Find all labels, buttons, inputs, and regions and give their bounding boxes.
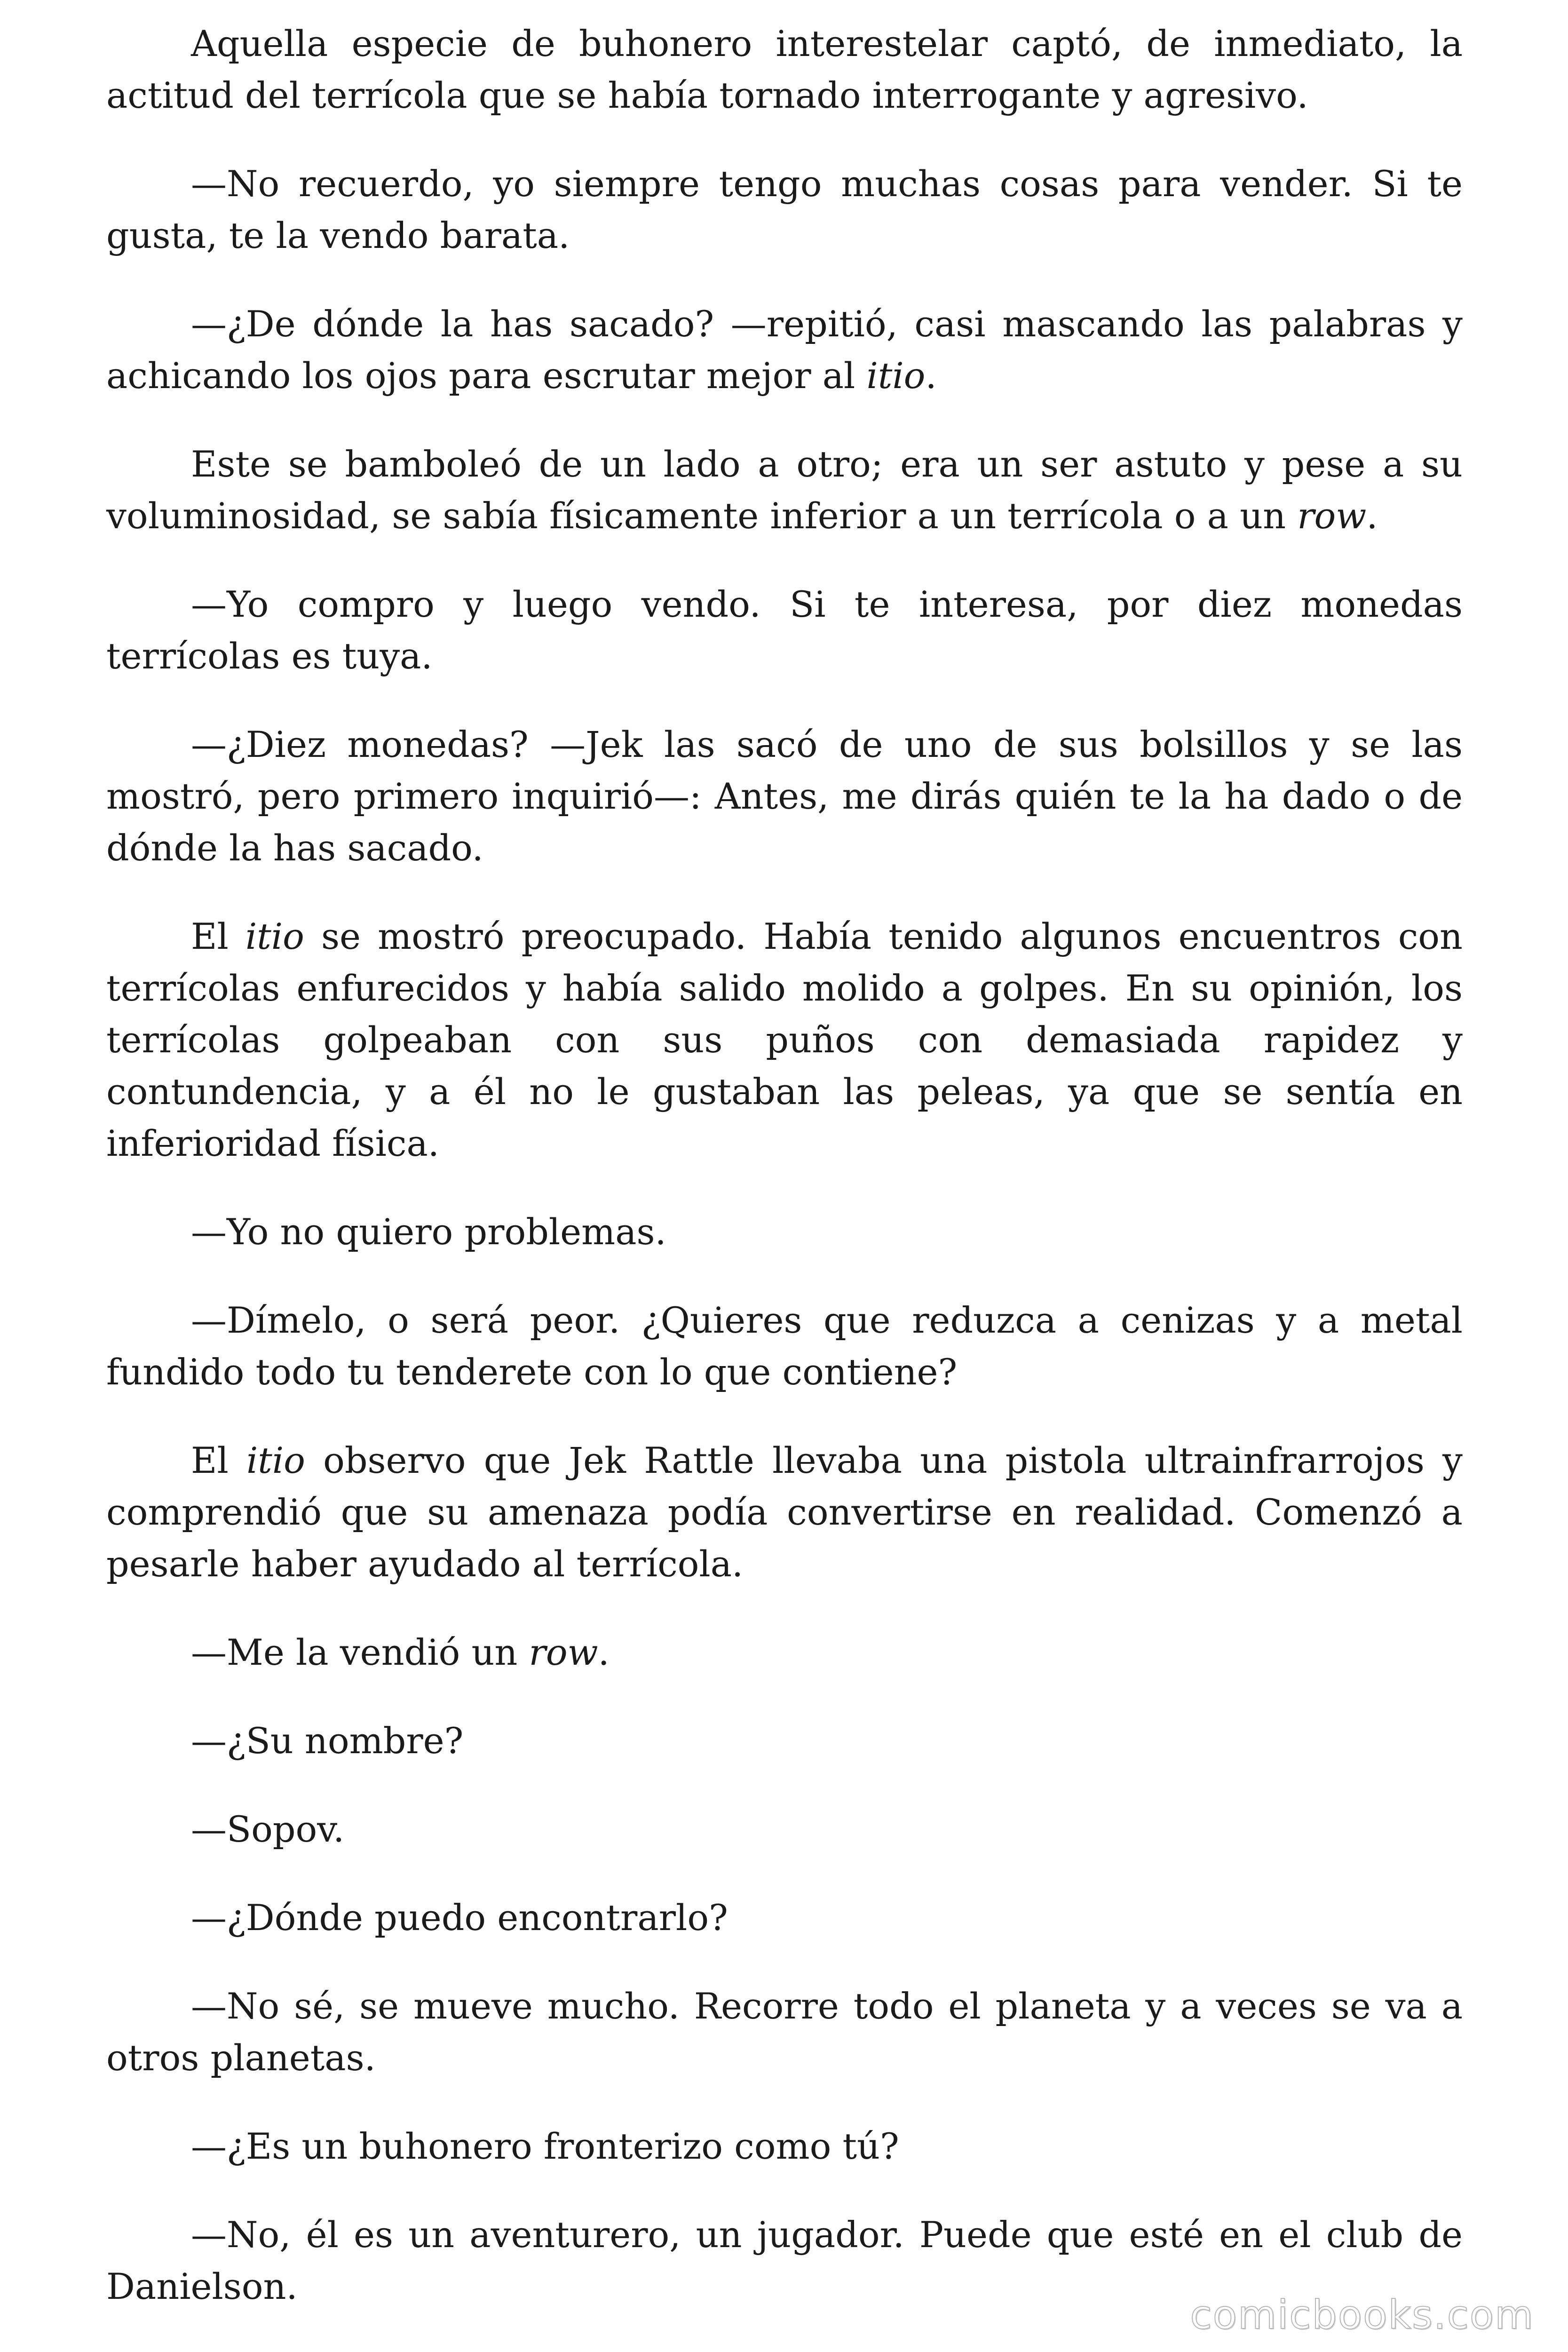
paragraph-9-text: —Dímelo, o será peor. ¿Quieres que reduzca a cenizas y a metal fundido todo tu tenderete con lo que contiene?	[106, 1299, 1463, 1393]
paragraph-14	[106, 1892, 1463, 1944]
paragraph-3-end: .	[925, 355, 937, 397]
paragraph-7	[106, 911, 1463, 1169]
paragraph-7-start: El	[191, 915, 245, 957]
paragraph-1	[106, 18, 1463, 121]
paragraph-16	[106, 2121, 1463, 2172]
paragraph-7-text: se mostró preocupado. Había tenido algunos encuentros con terrícolas enfurecidos y había salido molido a golpes. En su opinión, los terrícolas golpeaban con sus puños con demasiada rapidez y contundencia, y a él no le gustaban las peleas, ya que se sentía en inferioridad física.	[106, 915, 1463, 1164]
paragraph-8	[106, 1206, 1463, 1258]
paragraph-13-text: —Sopov.	[191, 1808, 345, 1850]
paragraph-13	[106, 1804, 1463, 1855]
watermark: comicbooks.com	[1190, 2292, 1534, 2338]
paragraph-4	[106, 438, 1463, 542]
paragraph-4-text: Este se bamboleó de un lado a otro; era un ser astuto y pese a su voluminosidad, se sabía físicamente inferior a un terrícola o a un	[106, 443, 1463, 537]
paragraph-7-italic: itio	[245, 915, 304, 957]
paragraph-3	[106, 298, 1463, 402]
paragraph-10-start: El	[191, 1439, 246, 1481]
paragraph-15	[106, 1980, 1463, 2084]
paragraph-2-text: —No recuerdo, yo siempre tengo muchas cosas para vender. Si te gusta, te la vendo barata.	[106, 163, 1463, 256]
paragraph-12-text: —¿Su nombre?	[191, 1720, 464, 1762]
paragraph-6-text: —¿Diez monedas? —Jek las sacó de uno de sus bolsillos y se las mostró, pero primero inquirió—: Antes, me dirás quién te la ha dado o de dónde la has sacado.	[106, 723, 1463, 869]
paragraph-6	[106, 719, 1463, 874]
paragraph-3-italic: itio	[866, 355, 926, 397]
paragraph-5-text: —Yo compro y luego vendo. Si te interesa, por diez monedas terrícolas es tuya.	[106, 583, 1463, 677]
paragraph-9	[106, 1295, 1463, 1398]
paragraph-15-text: —No sé, se mueve mucho. Recorre todo el planeta y a veces se va a otros planetas.	[106, 1985, 1463, 2079]
paragraph-5	[106, 579, 1463, 682]
paragraph-2	[106, 158, 1463, 262]
paragraph-4-end: .	[1366, 495, 1378, 537]
paragraph-3-text: —¿De dónde la has sacado? —repitió, casi mascando las palabras y achicando los ojos para escrutar mejor al	[106, 303, 1463, 397]
book-page-text	[106, 18, 1463, 2349]
paragraph-14-text: —¿Dónde puedo encontrarlo?	[191, 1897, 728, 1939]
paragraph-4-italic: row	[1297, 495, 1367, 537]
paragraph-1-text: Aquella especie de buhonero interestelar captó, de inmediato, la actitud del terrícola que se había tornado interrogante y agresivo.	[106, 23, 1463, 116]
paragraph-11-italic: row	[529, 1631, 598, 1673]
paragraph-11	[106, 1627, 1463, 1678]
paragraph-17-text: —No, él es un aventurero, un jugador. Puede que esté en el club de Danielson.	[106, 2214, 1463, 2307]
paragraph-11-text: —Me la vendió un	[191, 1631, 529, 1673]
paragraph-16-text: —¿Es un buhonero fronterizo como tú?	[191, 2125, 899, 2167]
paragraph-10-text: observo que Jek Rattle llevaba una pistola ultrainfrarrojos y comprendió que su amenaza podía convertirse en realidad. Comenzó a pesarle haber ayudado al terrícola.	[106, 1439, 1463, 1585]
paragraph-10	[106, 1435, 1463, 1590]
paragraph-12	[106, 1715, 1463, 1767]
paragraph-10-italic: itio	[246, 1439, 305, 1481]
paragraph-8-text: —Yo no quiero problemas.	[191, 1211, 666, 1253]
paragraph-11-end: .	[598, 1631, 610, 1673]
